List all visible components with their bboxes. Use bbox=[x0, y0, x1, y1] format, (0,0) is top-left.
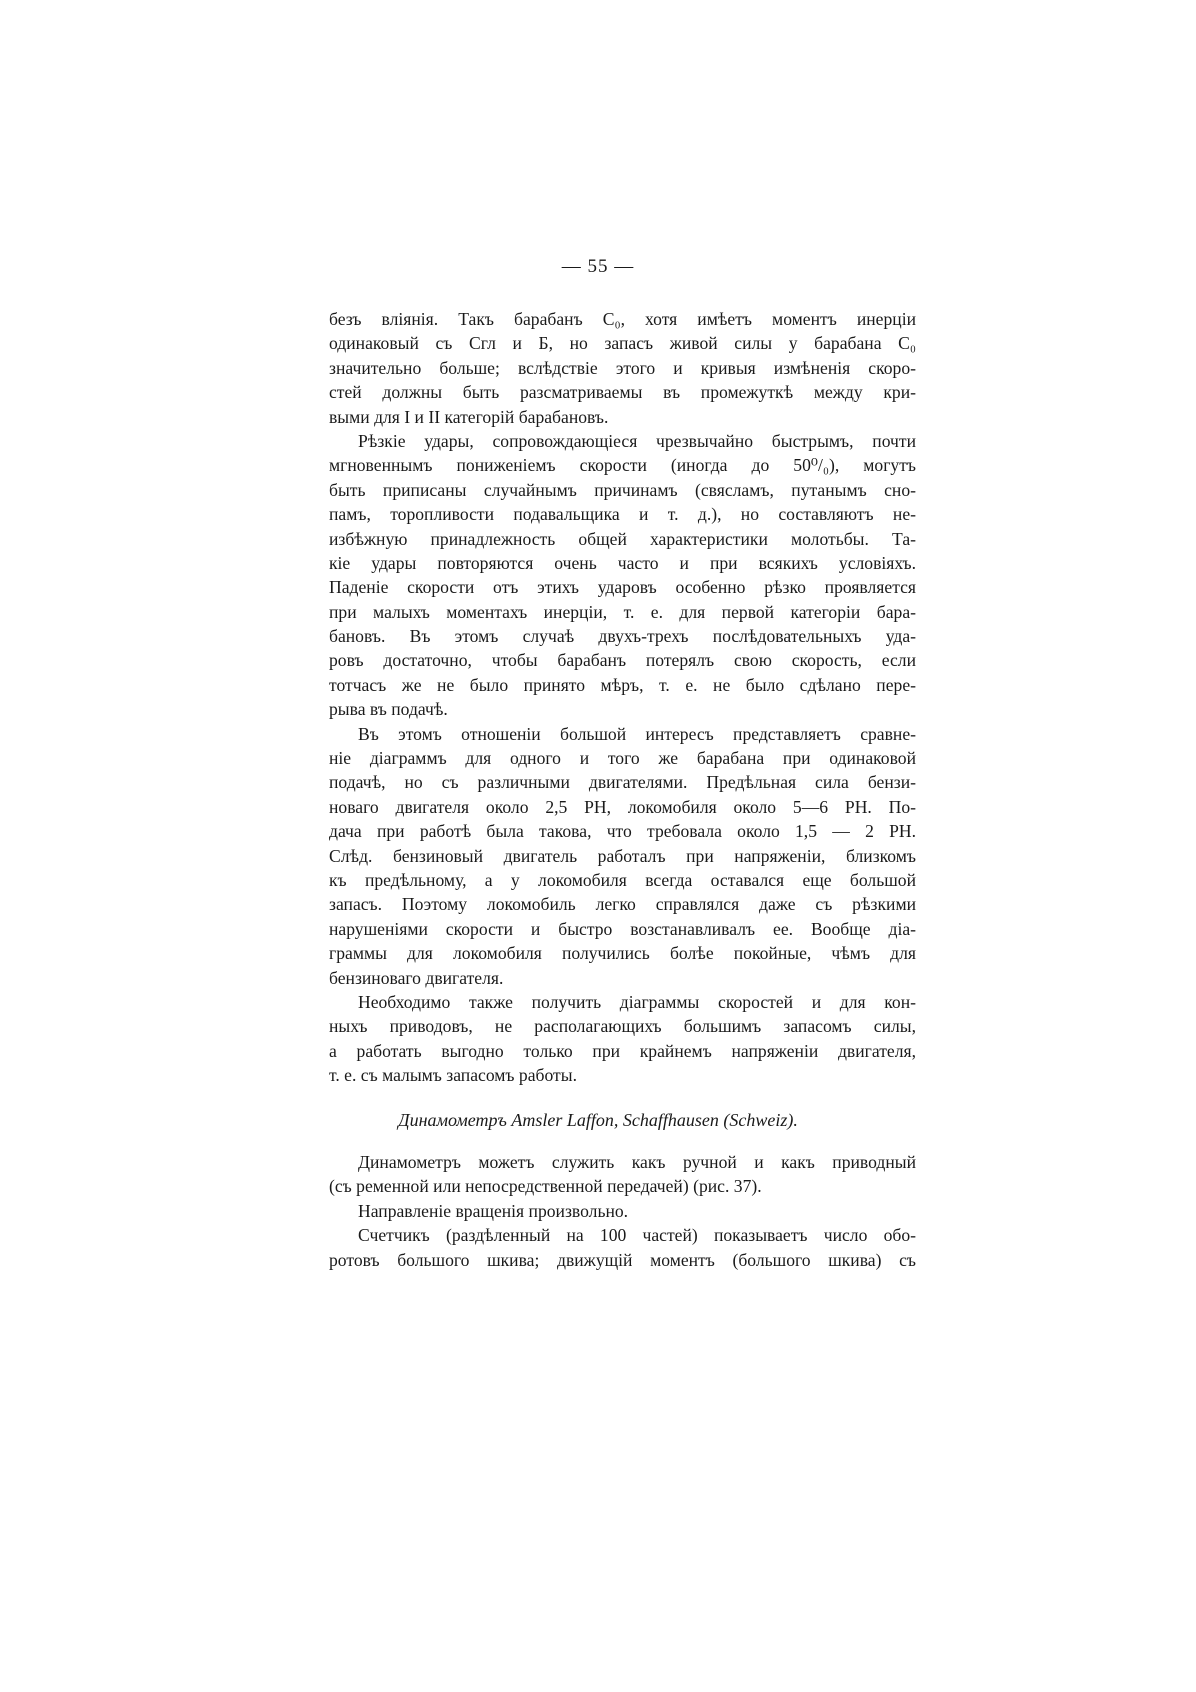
text-line: Счетчикъ (раздѣленный на 100 частей) показываетъ число обо- bbox=[358, 1225, 916, 1246]
text-line: памъ, торопливости подавальщика и т. д.), но составляютъ не- bbox=[329, 504, 916, 525]
text-line: Необходимо также получить дiаграммы скоростей и для кон- bbox=[358, 991, 916, 1012]
text-line: нарушенiями скорости и быстро возстанавливалъ ее. Вообще дiа- bbox=[329, 918, 916, 939]
text-line: Слѣд. бензиновый двигатель работалъ при напряженiи, близкомъ bbox=[329, 845, 916, 866]
text-line: запасъ. Поэтому локомобиль легко справлялся даже съ рѣзкими bbox=[329, 894, 916, 915]
paragraph-6 bbox=[329, 1199, 916, 1223]
text-line: одинаковый съ Сгл и Б, но запасъ живой силы у барабана C₀ bbox=[329, 333, 916, 354]
section-title: Динамометръ Amsler Laffon, Schaffhausen (Schweiz). bbox=[398, 1110, 798, 1130]
paragraph-1 bbox=[329, 307, 916, 429]
paragraph-5 bbox=[329, 1150, 916, 1199]
text-line: къ предѣльному, а у локомобиля всегда оставался еще большой bbox=[329, 869, 916, 890]
text-line: ротовъ большого шкива; движущiй моментъ (большого шкива) съ bbox=[329, 1249, 916, 1270]
text-line: при малыхъ моментахъ инерцiи, т. е. для первой категорiи бара- bbox=[329, 601, 916, 622]
text-line: быть приписаны случайнымъ причинамъ (свясламъ, путанымъ сно- bbox=[329, 479, 916, 500]
text-line: Паденiе скорости отъ этихъ ударовъ особенно рѣзко проявляется bbox=[329, 577, 916, 598]
text-line: Направленiе вращенiя произвольно. bbox=[358, 1200, 629, 1221]
text-line: стей должны быть разсматриваемы въ промежуткѣ между кри- bbox=[329, 382, 916, 403]
main-text bbox=[329, 307, 916, 1088]
text-line: бановъ. Въ этомъ случаѣ двухъ-трехъ послѣдовательныхъ уда- bbox=[329, 626, 916, 647]
text-line: мгновеннымъ пониженiемъ скорости (иногда до 50⁰/₀), могутъ bbox=[329, 455, 916, 476]
page-number: — 55 — bbox=[561, 256, 635, 277]
text-line: а работать выгодно только при крайнемъ напряженiи двигателя, bbox=[329, 1040, 916, 1061]
paragraph-7 bbox=[329, 1223, 916, 1272]
paragraph-2 bbox=[329, 429, 916, 722]
text-line: нiе дiаграммъ для одного и того же барабана при одинаковой bbox=[329, 748, 916, 769]
text-line: рыва въ подачѣ. bbox=[329, 699, 448, 720]
text-line: (съ ременной или непосредственной передачей) (рис. 37). bbox=[329, 1176, 762, 1197]
text-line: безъ влiянiя. Такъ барабанъ C₀, хотя имѣетъ моментъ инерцiи bbox=[329, 309, 916, 329]
text-line: ровъ достаточно, чтобы барабанъ потерялъ свою скорость, если bbox=[329, 650, 916, 671]
text-line: ныхъ приводовъ, не располагающихъ большимъ запасомъ силы, bbox=[329, 1016, 916, 1037]
text-line: т. е. съ малымъ запасомъ работы. bbox=[329, 1065, 577, 1086]
text-line: Динамометръ можетъ служить какъ ручной и какъ приводный bbox=[358, 1152, 916, 1172]
text-line: дача при работѣ была такова, что требовала около 1,5 — 2 PH. bbox=[329, 821, 916, 842]
text-line: подачѣ, но съ различными двигателями. Предѣльная сила бензи- bbox=[329, 772, 916, 793]
text-line: граммы для локомобиля получились болѣе покойные, чѣмъ для bbox=[329, 943, 916, 964]
text-line: новаго двигателя около 2,5 PH, локомобиля около 5—6 PH. По- bbox=[329, 796, 916, 817]
section-text bbox=[329, 1150, 916, 1272]
paragraph-3 bbox=[329, 722, 916, 990]
text-line: бензиноваго двигателя. bbox=[329, 967, 504, 988]
paragraph-4 bbox=[329, 990, 916, 1088]
text-line: кiе удары повторяются очень часто и при всякихъ условiяхъ. bbox=[329, 552, 916, 573]
text-line: избѣжную принадлежность общей характеристики молотьбы. Та- bbox=[329, 528, 916, 549]
text-line: тотчасъ же не было принято мѣръ, т. е. не было сдѣлано пере- bbox=[329, 674, 916, 695]
text-line: Рѣзкiе удары, сопровождающiеся чрезвычайно быстрымъ, почти bbox=[358, 430, 916, 451]
text-line: Въ этомъ отношенiи большой интересъ представляетъ сравне- bbox=[358, 723, 916, 744]
text-line: выми для I и II категорiй барабановъ. bbox=[329, 406, 609, 427]
text-line: значительно больше; вслѣдствiе этого и кривыя измѣненiя скоро- bbox=[329, 357, 916, 378]
